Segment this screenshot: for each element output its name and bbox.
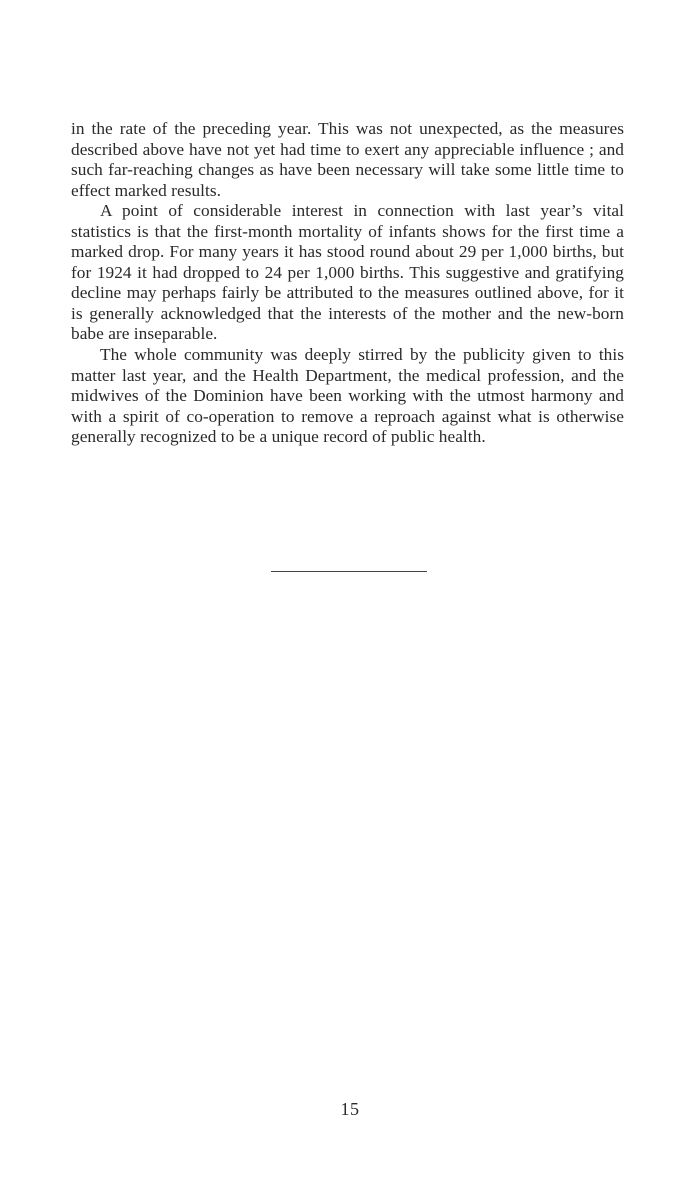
paragraph-1: in the rate of the preceding year. This was not unexpected, as the measures described above have not yet had time to exert any appreciable influence ; and such far-reaching changes as have been necessary will take some little time to effect marked results. [71, 119, 624, 200]
page-number: 15 [340, 1099, 360, 1119]
paragraph-3: The whole community was deeply stirred by the publicity given to this matter last year, and the Health Department, the medical profession, and the midwives of the Dominion have been working with the utmost harmony and with a spirit of co-operation to remove a reproach against what is otherwise generally recognized to be a unique record of public health. [71, 345, 624, 447]
body-text [71, 119, 624, 448]
section-divider [271, 571, 427, 572]
paragraph-2: A point of considerable interest in connection with last year’s vital statistics is that the first-month mortality of infants shows for the first time a marked drop. For many years it has stood round about 29 per 1,000 births, but for 1924 it had dropped to 24 per 1,000 births. This suggestive and gratifying decline may perhaps fairly be attributed to the measures outlined above, for it is generally acknowledged that the interests of the mother and the new-born babe are inseparable. [71, 201, 624, 344]
